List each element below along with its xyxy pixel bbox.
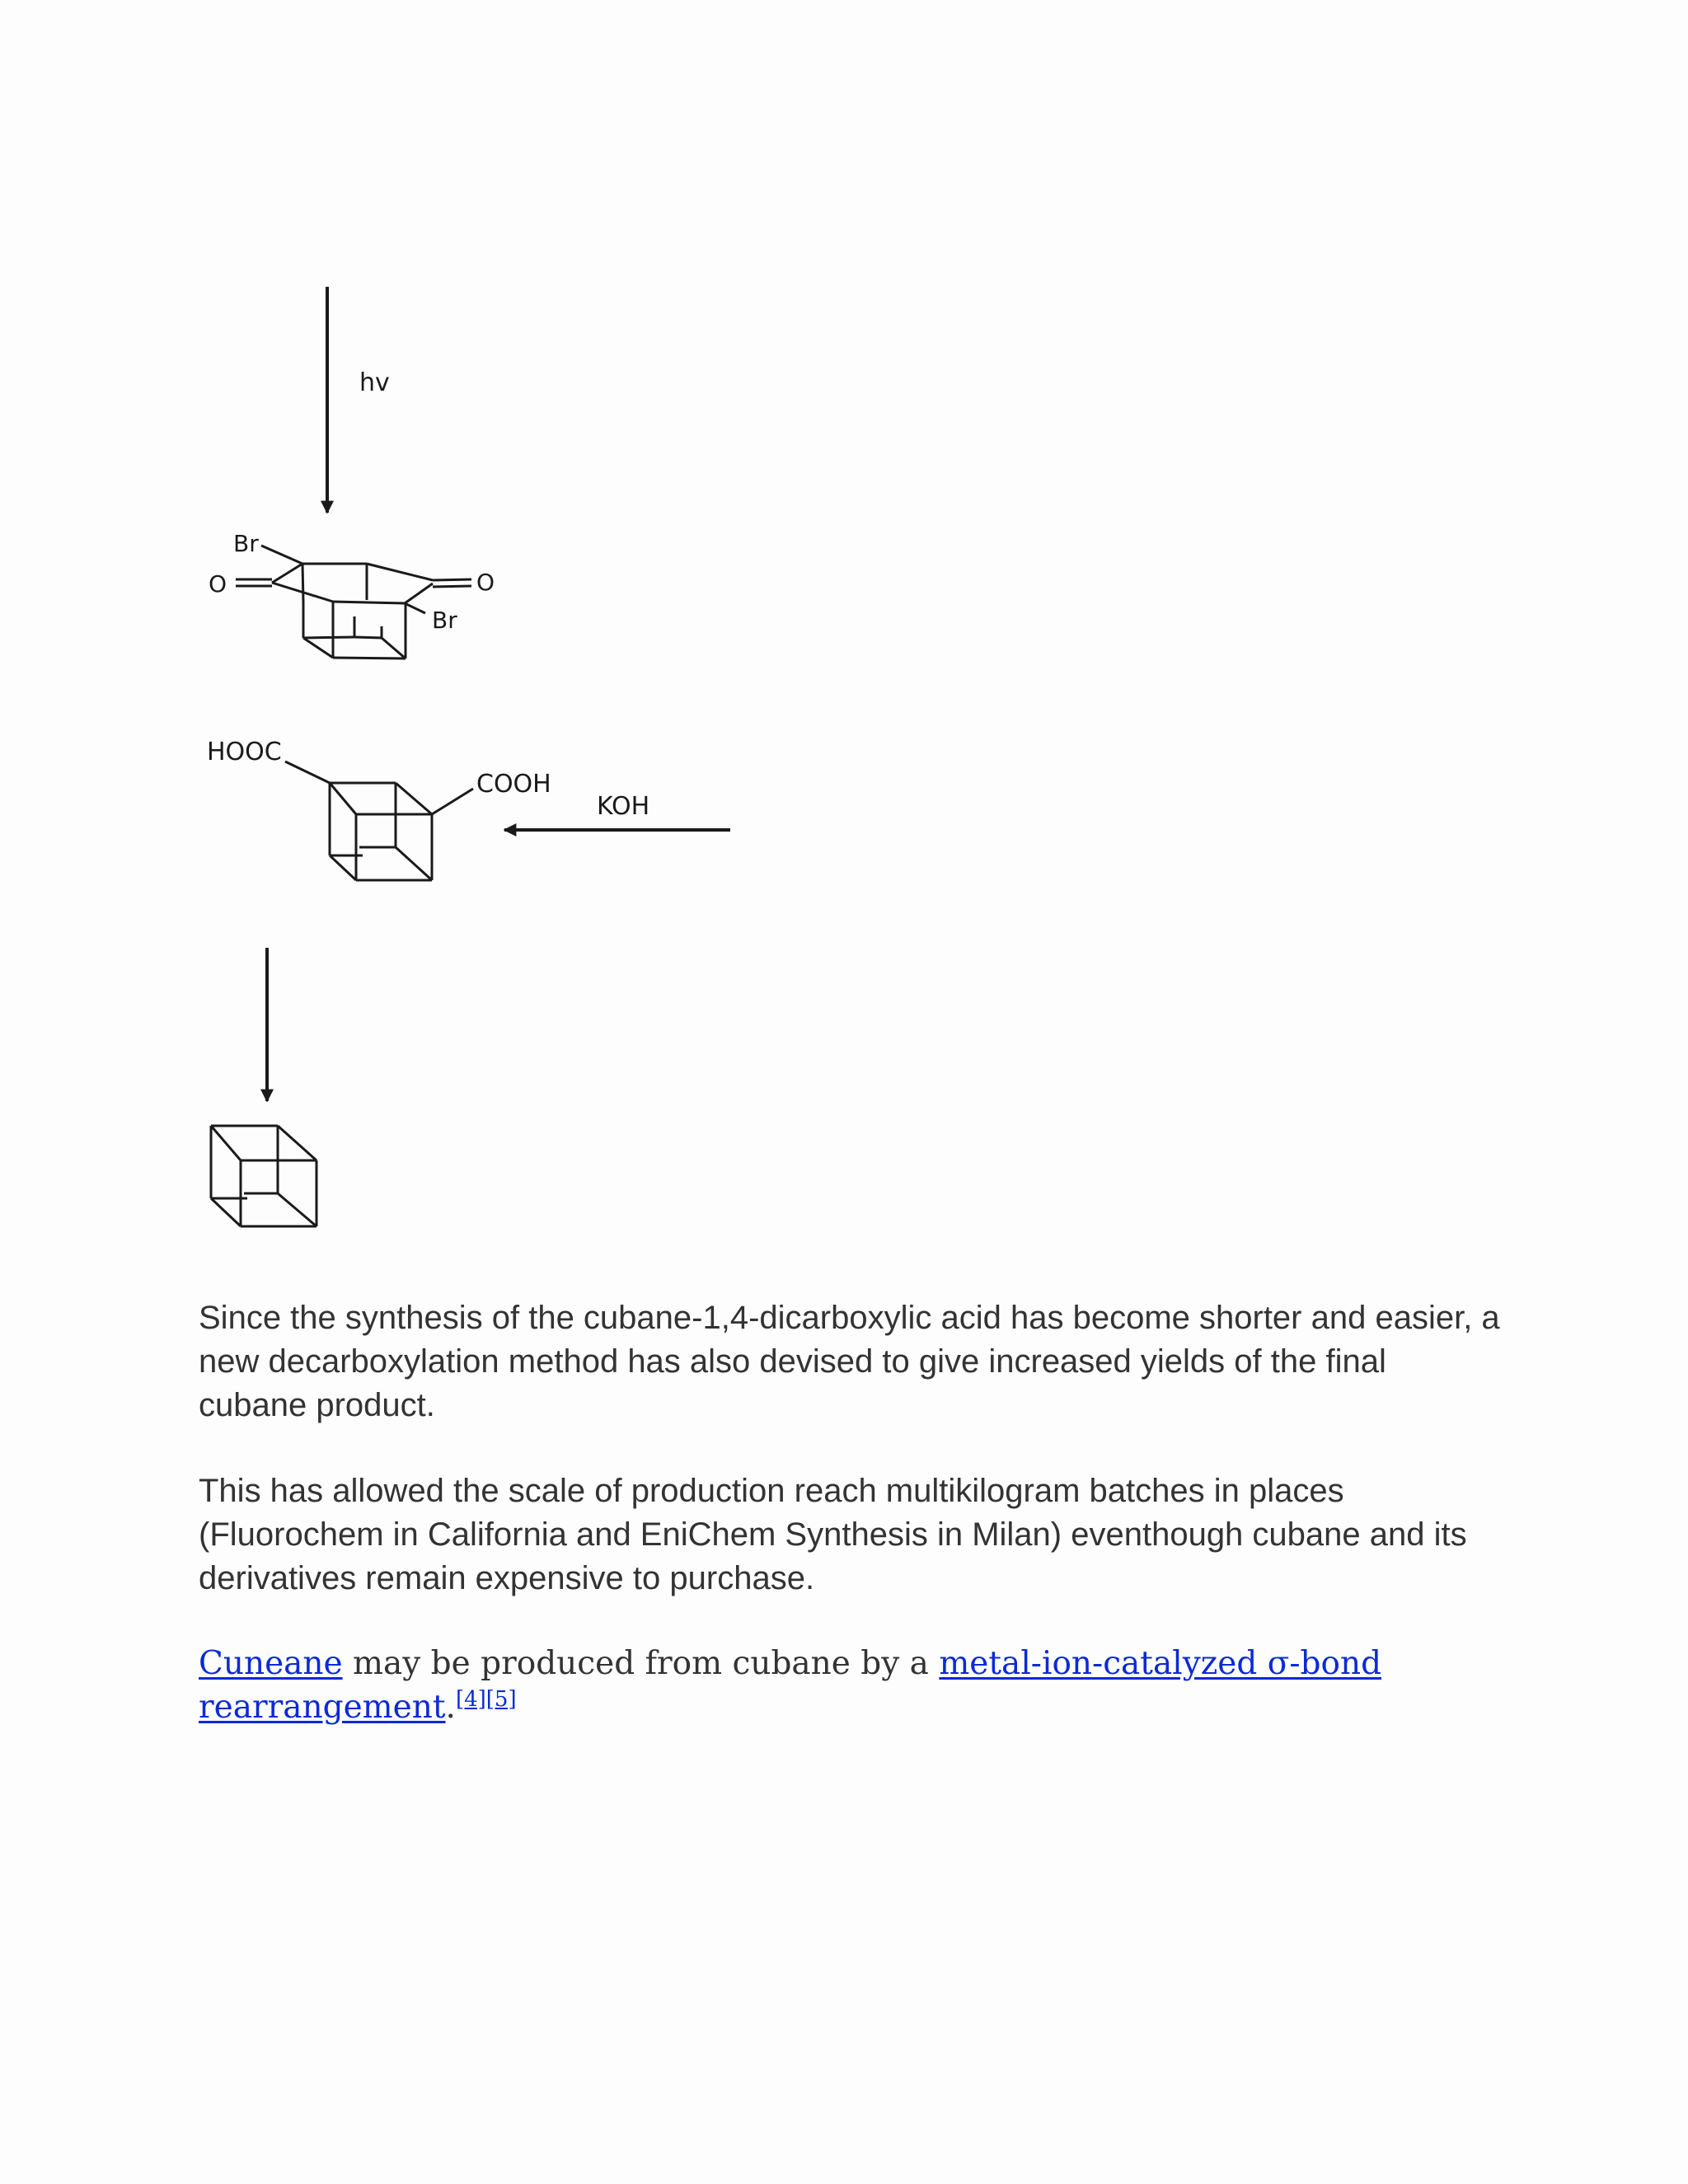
dibromo-diketone-structure <box>236 546 471 658</box>
o-label-right: O <box>476 569 495 596</box>
br-label-top: Br <box>233 530 259 557</box>
cubane-structure <box>211 1126 316 1226</box>
paragraph-synthesis: Since the synthesis of the cubane-1,4-dicarboxylic acid has become shorter and easier, a new decarboxylation method has also devised to give increased yields of the final cubane product. <box>199 1300 1500 1423</box>
paragraph-cuneane <box>199 1642 1501 1729</box>
cuneane-period: . <box>445 1689 456 1726</box>
citation-4-link[interactable]: [4] <box>455 1687 486 1712</box>
citation-5-link[interactable]: [5] <box>485 1687 517 1712</box>
hooc-label: HOOC <box>207 738 282 766</box>
rearrangement-link[interactable]: metal-ion-catalyzed σ-bond rearrangement <box>199 1645 1382 1726</box>
paragraph-production: This has allowed the scale of production reach multikilogram batches in places (Fluorochem in California and EniChem Synthesis in Milan) eventhough cubane and its derivatives remain expensive to purchase. <box>199 1473 1467 1596</box>
o-label-left: O <box>209 570 227 598</box>
cubane-dicarboxylic-acid-structure <box>285 762 473 880</box>
hv-label: hv <box>359 368 390 397</box>
koh-label: KOH <box>597 792 650 821</box>
cuneane-link[interactable]: Cuneane <box>199 1645 343 1682</box>
citation-group <box>456 1687 517 1712</box>
cooh-label: COOH <box>476 770 551 799</box>
cuneane-text-middle: may be produced from cubane by a <box>342 1645 940 1682</box>
br-label-bottom: Br <box>432 607 457 634</box>
